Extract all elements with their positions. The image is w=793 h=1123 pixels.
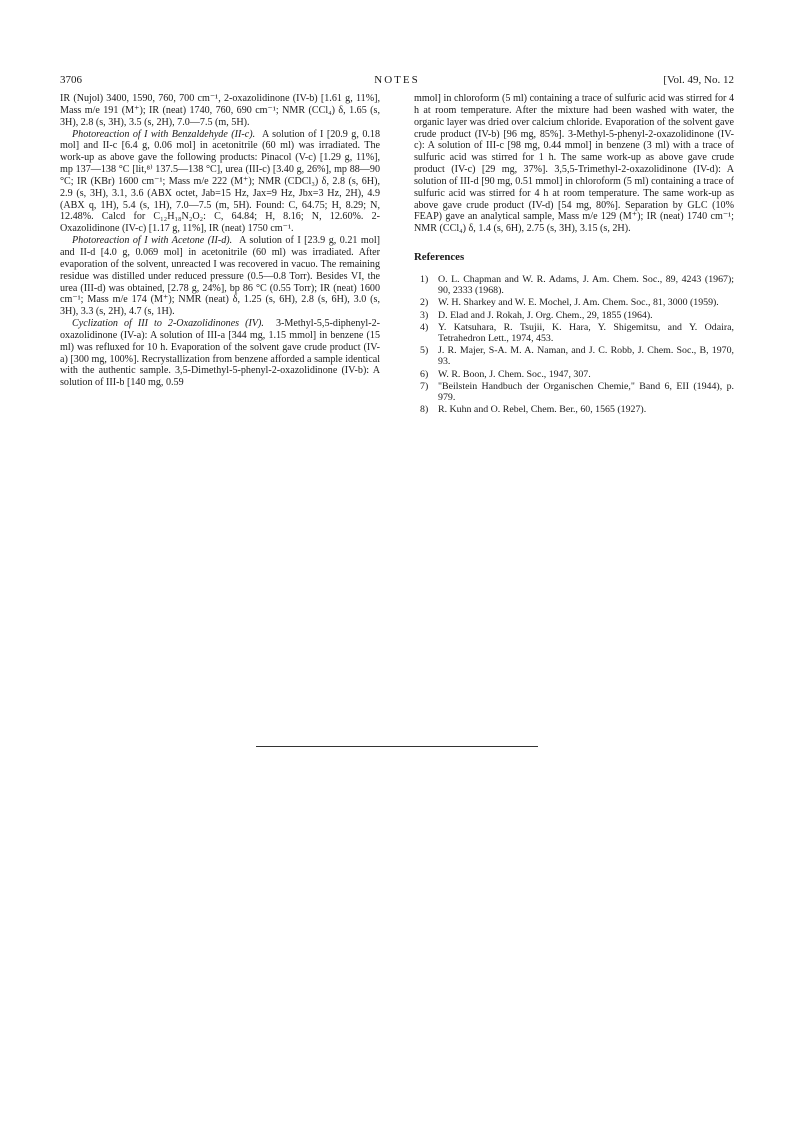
reference-text: O. L. Chapman and W. R. Adams, J. Am. Chem. Soc., 89, 4243 (1967); 90, 2333 (1968). <box>438 273 734 297</box>
running-title: NOTES <box>374 74 420 86</box>
reference-item <box>414 345 734 367</box>
reference-list <box>414 274 734 415</box>
reference-text: W. R. Boon, J. Chem. Soc., 1947, 307. <box>438 368 591 380</box>
volume-info: [Vol. 49, No. 12 <box>663 74 734 86</box>
reference-number: 3) <box>420 309 429 321</box>
section-title-benzaldehyde: Photoreaction of I with Benzaldehyde (II-c). <box>72 128 256 140</box>
reference-number: 1) <box>420 273 429 285</box>
page-number: 3706 <box>60 74 82 86</box>
reference-text: R. Kuhn and O. Rebel, Chem. Ber., 60, 1565 (1927). <box>438 404 647 416</box>
section-body-acetone: A solution of I [23.9 g, 0.21 mol] and II-d [4.0 g, 0.069 mol] in acetonitrile (60 ml) was irradiated. After evaporation of the solvent, unreacted I was recovered in vacuo. The remaining residue was distilled under reduced pressure (0.5—0.8 Torr). Besides VI, the urea (III-d) was obtained, [2.78 g, 24%], bp 86 °C (0.55 Torr); IR (neat) 1600 cm⁻¹; Mass m/e 174 (M⁺); NMR (neat) δ, 1.25 (s, 6H), 2.8 (s, 6H), 3.0 (s, 3H), 3.3 (s, 2H), 4.7 (s, 1H). <box>60 235 380 318</box>
section-title-acetone: Photoreaction of I with Acetone (II-d). <box>72 235 233 247</box>
reference-number: 4) <box>420 321 429 333</box>
reference-item <box>414 310 734 321</box>
reference-item <box>414 369 734 380</box>
reference-text: J. R. Majer, S-A. M. A. Naman, and J. C. Robb, J. Chem. Soc., B, 1970, 93. <box>438 345 734 368</box>
paragraph-acetone <box>60 235 380 318</box>
paragraph-benzaldehyde <box>60 129 380 236</box>
section-title-cyclization: Cyclization of III to 2-Oxazolidinones (IV). <box>72 318 264 330</box>
reference-item <box>414 274 734 296</box>
paragraph-ir-continuation: IR (Nujol) 3400, 1590, 760, 700 cm⁻¹, 2-oxazolidinone (IV-b) [1.61 g, 11%], Mass m/e 191 (M⁺); IR (neat) 1740, 760, 690 cm⁻¹; NMR (CCl₄) δ, 1.65 (s, 3H), 2.8 (s, 3H), 3.5 (s, 2H), 7.0—7.5 (m, 5H). <box>60 93 380 128</box>
reference-text: "Beilstein Handbuch der Organischen Chemie," Band 6, EII (1944), p. 979. <box>438 380 734 403</box>
reference-item <box>414 322 734 344</box>
reference-item <box>414 404 734 415</box>
references-heading: References <box>414 251 465 264</box>
reference-number: 5) <box>420 345 429 357</box>
section-body-benzaldehyde: A solution of I [20.9 g, 0.18 mol] and II-c [6.4 g, 0.06 mol] in acetonitrile (60 ml) was irradiated. The work-up as above gave the following products: Pinacol (V-c) [1.29 g, 11%], mp 137—138 °C [lit,⁸⁾ 137.5—138 °C], urea (III-c) [3.40 g, 26%], mp 88—90 °C; IR (KBr) 1600 cm⁻¹; Mass m/e 222 (M⁺); NMR (CDCl₃) δ, 2.8 (s, 6H), 2.9 (s, 3H), 3.1, 3.6 (ABX octet, Jab=15 Hz, Jax=9 Hz, Jbx=3 Hz, 2H), 4.9 (ABX q, 1H), 5.4 (s, 1H), 7.0—7.5 (m, 5H). Found: C, 64.75; H, 8.29; N, 12.48%. Calcd for C₁₂H₁₈N₂O₂: C, 64.84; H, 8.16; N, 12.60%. 2-Oxazolidinone (IV-c) [1.17 g, 11%], IR (neat) 1750 cm⁻¹. <box>60 128 380 235</box>
reference-number: 7) <box>420 380 429 392</box>
section-body-cyclization: 3-Methyl-5,5-diphenyl-2-oxazolidinone (IV-a): A solution of III-a [344 mg, 1.15 mmol] in benzene (15 ml) was refluxed for 10 h. Evaporation of the solvent gave crude product (IV-a) [300 mg, 100%]. Recrystallization from benzene afforded a sample identical with the authentic sample. 3,5-Dimethyl-5-phenyl-2-oxazolidinone (IV-b): A solution of III-b [140 mg, 0.59 <box>60 318 380 389</box>
paragraph-cyclization <box>60 318 380 389</box>
right-column <box>414 93 734 416</box>
reference-item <box>414 297 734 308</box>
reference-text: D. Elad and J. Rokah, J. Org. Chem., 29, 1855 (1964). <box>438 309 653 321</box>
paragraph-cyclization-continuation: mmol] in chloroform (5 ml) containing a trace of sulfuric acid was stirred for 4 h at room temperature. After the mixture had been washed with water, the organic layer was dried over calcium chloride. Evaporation of the solvent gave crude product (IV-b) [96 mg, 85%]. 3-Methyl-5-phenyl-2-oxazolidinone (IV-c): A solution of III-c [98 mg, 0.44 mmol] in benzene (3 ml) with a trace of sulfuric acid was stirred for 1 h. The same work-up as above gave crude product (IV-c) [29 mg, 37%]. 3,5,5-Trimethyl-2-oxazolidinone (IV-d): A solution of III-d [90 mg, 0.51 mmol] in chloroform (5 ml) containing a trace of sulfuric acid was stirred for 4 h at room temperature. The same work-up as above gave crude product (IV-d) [54 mg, 80%]. Separation by GLC (10% FEAP) gave an analytical sample, Mass m/e 129 (M⁺); IR (neat) 1740 cm⁻¹; NMR (CCl₄) δ, 1.4 (s, 6H), 2.75 (s, 3H), 3.15 (s, 2H). <box>414 93 734 235</box>
end-rule <box>256 746 538 747</box>
reference-item <box>414 381 734 403</box>
reference-number: 2) <box>420 297 429 309</box>
reference-number: 6) <box>420 368 429 380</box>
reference-text: Y. Katsuhara, R. Tsujii, K. Hara, Y. Shigemitsu, and Y. Odaira, Tetrahedron Lett., 1974, 453. <box>438 321 734 344</box>
reference-text: W. H. Sharkey and W. E. Mochel, J. Am. Chem. Soc., 81, 3000 (1959). <box>438 297 719 309</box>
page-header <box>60 73 734 87</box>
reference-number: 8) <box>420 404 429 416</box>
left-column <box>60 93 380 389</box>
